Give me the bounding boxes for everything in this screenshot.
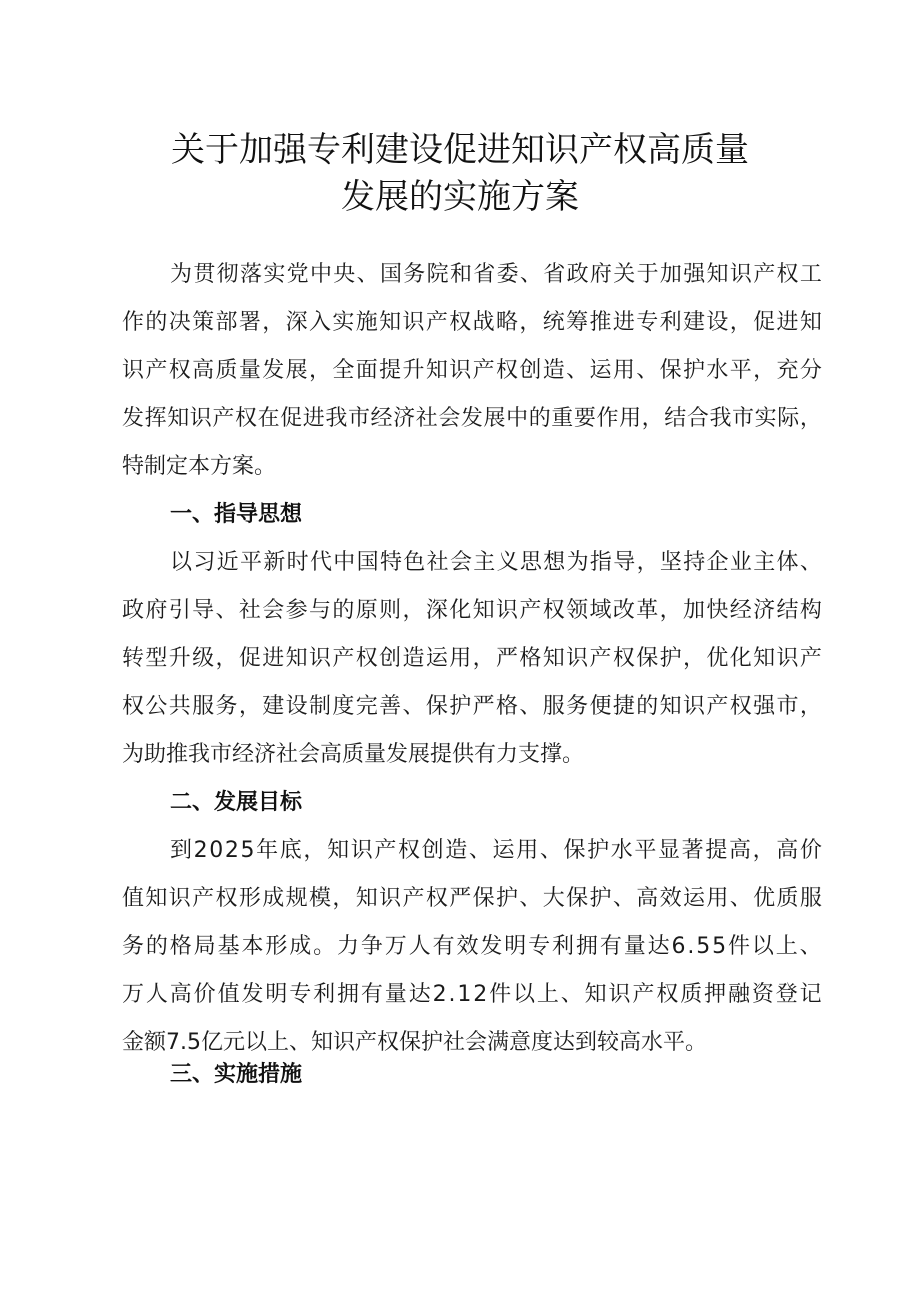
- section-1-line-5: 为助推我市经济社会高质量发展提供有力支撑。: [122, 742, 585, 767]
- section-2-line-3: 务 的 格 局 基 本 形 成 。 力 争 万 人 有 效 发 明 专 利 拥 有 量 达 6 . 5 5 件 以 上 、: [122, 934, 822, 959]
- section-1-line-2: 政 府 引 导 、 社 会 参 与 的 原 则 ， 深 化 知 识 产 权 领 域 改 革 ， 加 快 经 济 结 构: [122, 598, 822, 623]
- section-3-heading: 三、实施措施: [170, 1062, 303, 1087]
- section-2-line-2: 值 知 识 产 权 形 成 规 模 ， 知 识 产 权 严 保 护 、 大 保 护 、 高 效 运 用 、 优 质 服: [122, 886, 822, 911]
- intro-line-2: 作 的 决 策 部 署 ， 深 入 实 施 知 识 产 权 战 略 ， 统 筹 推 进 专 利 建 设 ， 促 进 知: [122, 310, 822, 335]
- section-1-line-4: 权 公 共 服 务 ， 建 设 制 度 完 善 、 保 护 严 格 、 服 务 便 捷 的 知 识 产 权 强 市 ，: [122, 694, 822, 719]
- section-1-heading: 一、指导思想: [170, 502, 303, 527]
- document-title-line-1: 关于加强专利建设促进知识产权高质量: [171, 130, 749, 170]
- section-1-line-3: 转 型 升 级 ， 促 进 知 识 产 权 创 造 运 用 ， 严 格 知 识 产 权 保 护 ， 优 化 知 识 产: [122, 646, 822, 671]
- section-2-line-1: 到 2 0 2 5 年 底 ， 知 识 产 权 创 造 、 运 用 、 保 护 水 平 显 著 提 高 ， 高 价: [170, 838, 822, 863]
- section-2-line-5: 金额7.5亿元以上、知识产权保护社会满意度达到较高水平。: [122, 1030, 707, 1055]
- document-title-line-2: 发展的实施方案: [341, 177, 579, 217]
- section-2-line-4: 万 人 高 价 值 发 明 专 利 拥 有 量 达 2 . 1 2 件 以 上 、 知 识 产 权 质 押 融 资 登 记: [122, 982, 822, 1007]
- section-2-heading: 二、发展目标: [170, 790, 303, 815]
- intro-line-5: 特制定本方案。: [122, 454, 277, 479]
- intro-line-3: 识 产 权 高 质 量 发 展 ， 全 面 提 升 知 识 产 权 创 造 、 运 用 、 保 护 水 平 ， 充 分: [122, 358, 822, 383]
- intro-line-4: 发 挥 知 识 产 权 在 促 进 我 市 经 济 社 会 发 展 中 的 重 要 作 用 ， 结 合 我 市 实 际 ，: [122, 406, 822, 431]
- section-1-line-1: 以 习 近 平 新 时 代 中 国 特 色 社 会 主 义 思 想 为 指 导 ， 坚 持 企 业 主 体 、: [170, 550, 822, 575]
- intro-line-1: 为 贯 彻 落 实 党 中 央 、 国 务 院 和 省 委 、 省 政 府 关 于 加 强 知 识 产 权 工: [170, 262, 822, 287]
